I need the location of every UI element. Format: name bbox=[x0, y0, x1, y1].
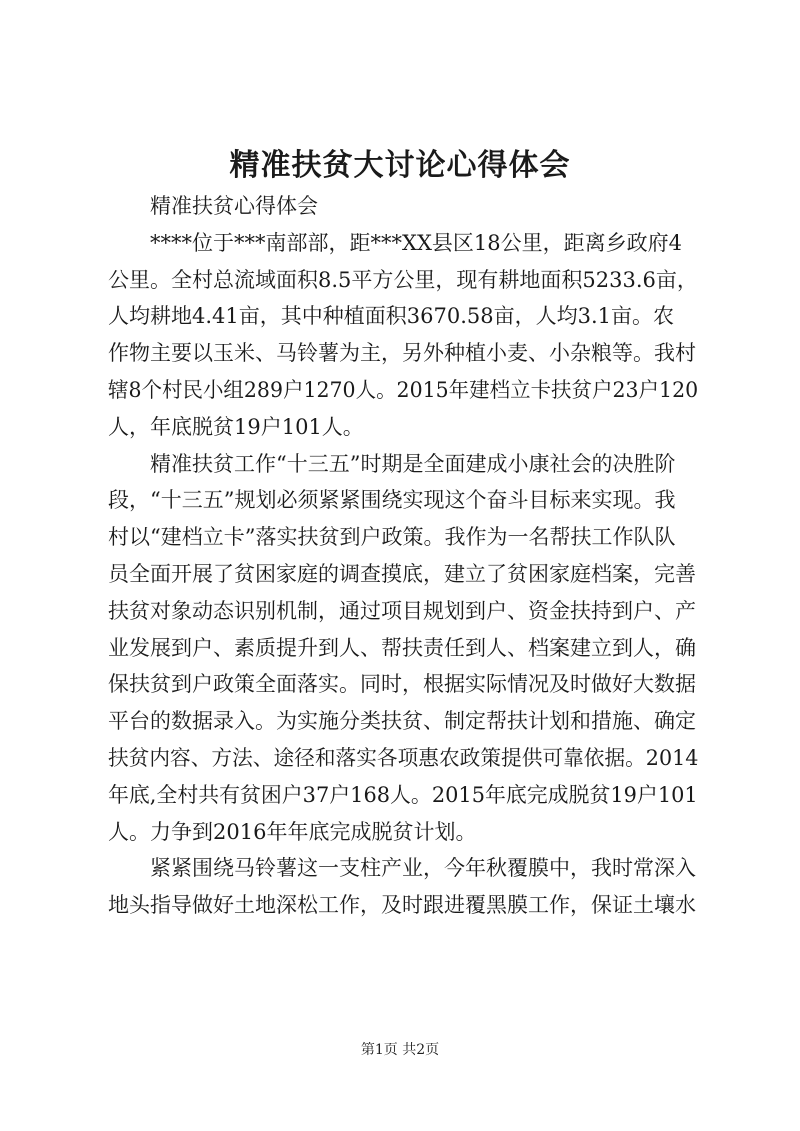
text-line: 村以“建档立卡”落实扶贫到户政策。我作为一名帮扶工作队队 bbox=[108, 525, 676, 550]
text-line: 人。力争到2016年年底完成脱贫计划。 bbox=[108, 819, 477, 844]
paragraph-potato-industry bbox=[108, 850, 698, 924]
page-number-footer: 第1页 共2页 bbox=[360, 1042, 440, 1058]
paragraph-subtitle bbox=[108, 188, 698, 225]
text-line: 公里。全村总流域面积8.5平方公里，现有耕地面积5233.6亩， bbox=[108, 267, 698, 292]
text-line: 作物主要以玉米、马铃薯为主，另外种植小麦、小杂粮等。我村 bbox=[108, 341, 696, 366]
document-title: 精准扶贫大讨论心得体会 bbox=[229, 148, 571, 183]
text-line: 紧紧围绕马铃薯这一支柱产业，今年秋覆膜中，我时常深入 bbox=[150, 856, 696, 881]
text-line: 保扶贫到户政策全面落实。同时，根据实际情况及时做好大数据 bbox=[108, 672, 696, 697]
text-line: 人均耕地4.41亩，其中种植面积3670.58亩，人均3.1亩。农 bbox=[108, 304, 674, 329]
text-line: 辖8个村民小组289户1270人。2015年建档立卡扶贫户23户120 bbox=[108, 377, 699, 402]
text-line: 平台的数据录入。为实施分类扶贫、制定帮扶计划和措施、确定 bbox=[108, 709, 696, 734]
text-line: 人，年底脱贫19户101人。 bbox=[108, 414, 364, 439]
text-line: 年底,全村共有贫困户37户168人。2015年底完成脱贫19户101 bbox=[108, 782, 698, 807]
text-line: 段，“十三五”规划必须紧紧围绕实现这个奋斗目标来实现。我 bbox=[108, 488, 676, 513]
text-line: 业发展到户、素质提升到人、帮扶责任到人、档案建立到人，确 bbox=[108, 635, 696, 660]
text-line: ****位于***南部部，距***XX县区18公里，距离乡政府4 bbox=[150, 230, 682, 255]
paragraph-poverty-work bbox=[108, 446, 698, 851]
text-line: 扶贫对象动态识别机制，通过项目规划到户、资金扶持到户、产 bbox=[108, 598, 696, 623]
text-line: 扶贫内容、方法、途径和落实各项惠农政策提供可靠依据。2014 bbox=[108, 745, 699, 770]
document-body bbox=[108, 188, 698, 924]
text-line: 精准扶贫工作“十三五”时期是全面建成小康社会的决胜阶 bbox=[150, 451, 676, 476]
text-line: 员全面开展了贫困家庭的调查摸底，建立了贫困家庭档案，完善 bbox=[108, 561, 696, 586]
paragraph-village-overview bbox=[108, 225, 698, 446]
text-line: 地头指导做好土地深松工作，及时跟进覆黑膜工作，保证土壤水 bbox=[108, 893, 696, 918]
text-line: 精准扶贫心得体会 bbox=[150, 194, 318, 218]
